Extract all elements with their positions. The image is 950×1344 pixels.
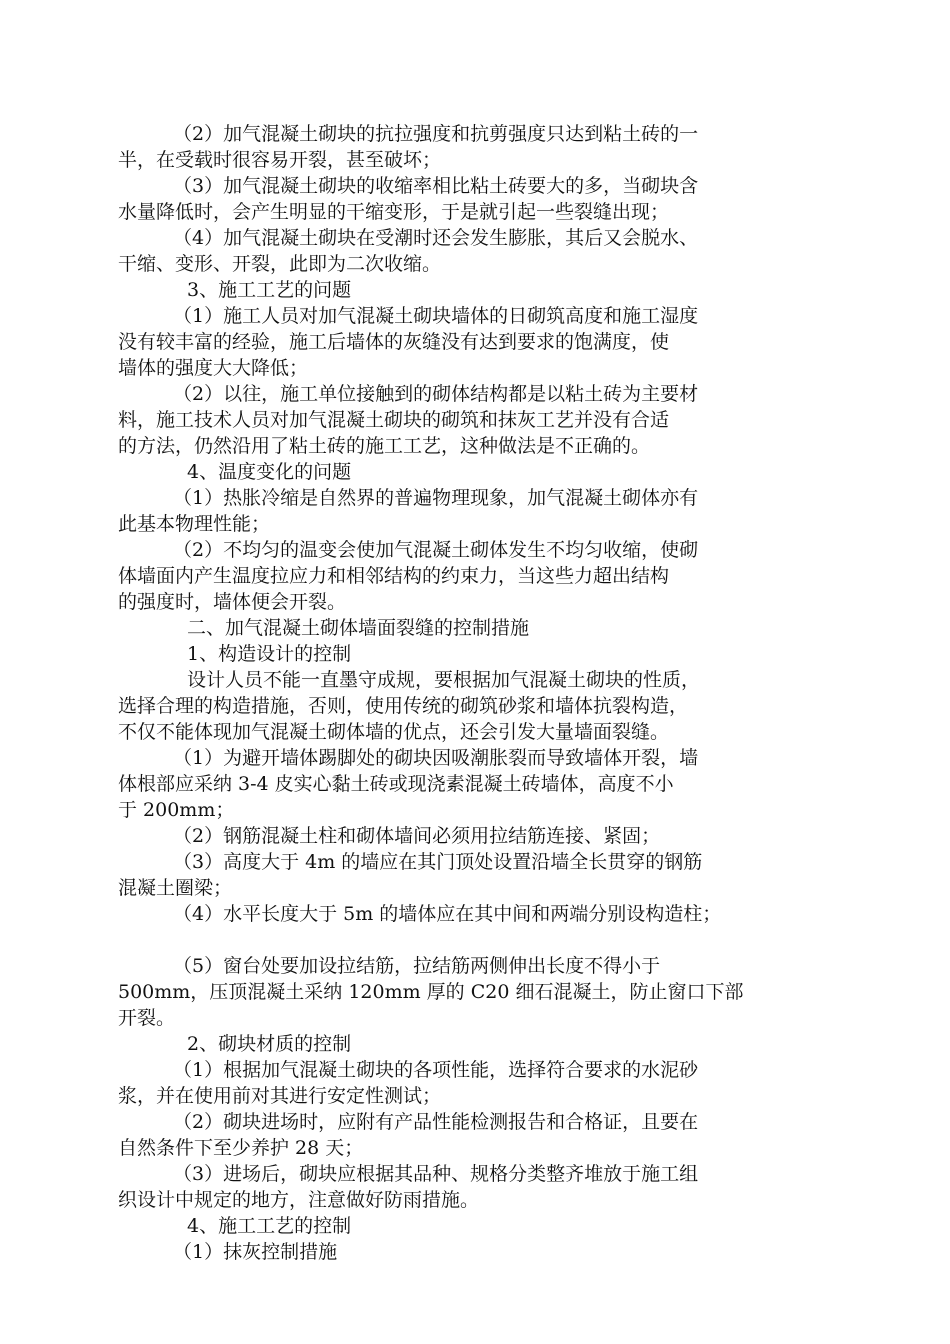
paragraph-line: （1）根据加气混凝土砌块的各项性能，选择符合要求的水泥砂 xyxy=(173,1059,699,1081)
paragraph-line: 半，在受载时很容易开裂，甚至破坏； xyxy=(118,149,442,171)
paragraph-line: 500mm，压顶混凝土采纳 120mm 厚的 C20 细石混凝土，防止窗口下部 xyxy=(118,981,744,1003)
paragraph-line: （5）窗台处要加设拉结筋，拉结筋两侧伸出长度不得小于 xyxy=(173,955,661,977)
paragraph-line: 不仅不能体现加气混凝土砌体墙的优点，还会引发大量墙面裂缝。 xyxy=(118,721,670,743)
paragraph-line: （2）加气混凝土砌块的抗拉强度和抗剪强度只达到粘土砖的一 xyxy=(173,123,699,145)
paragraph-line: 墙体的强度大大降低； xyxy=(118,357,309,379)
paragraph-line: 干缩、变形、开裂，此即为二次收缩。 xyxy=(118,253,442,275)
chapter-heading: 二、加气混凝土砌体墙面裂缝的控制措施 xyxy=(187,617,530,639)
paragraph-line: （1）热胀冷缩是自然界的普遍物理现象，加气混凝土砌体亦有 xyxy=(173,487,699,509)
paragraph-line: 织设计中规定的地方，注意做好防雨措施。 xyxy=(118,1189,480,1211)
paragraph-line: （4）水平长度大于 5m 的墙体应在其中间和两端分别设构造柱； xyxy=(173,903,722,925)
paragraph-line: 料，施工技术人员对加气混凝土砌块的砌筑和抹灰工艺并没有合适 xyxy=(118,409,670,431)
section-heading: 3、施工工艺的问题 xyxy=(187,279,352,301)
paragraph-line: （2）砌块进场时，应附有产品性能检测报告和合格证，且要在 xyxy=(173,1111,699,1133)
paragraph-line: 于 200mm； xyxy=(118,799,235,821)
paragraph-line: 的方法，仍然沿用了粘土砖的施工工艺，这种做法是不正确的。 xyxy=(118,435,651,457)
paragraph-line: （3）加气混凝土砌块的收缩率相比粘土砖要大的多，当砌块含 xyxy=(173,175,699,197)
paragraph-line: 设计人员不能一直墨守成规，要根据加气混凝土砌块的性质， xyxy=(187,669,701,691)
paragraph-line: 体墙面内产生温度拉应力和相邻结构的约束力，当这些力超出结构 xyxy=(118,565,670,587)
paragraph-line: 水量降低时，会产生明显的干缩变形，于是就引起一些裂缝出现； xyxy=(118,201,670,223)
paragraph-line: 浆，并在使用前对其进行安定性测试； xyxy=(118,1085,442,1107)
paragraph-line: （3）高度大于 4m 的墙应在其门顶处设置沿墙全长贯穿的钢筋 xyxy=(173,851,703,873)
paragraph-line: 此基本物理性能； xyxy=(118,513,271,535)
paragraph-line: （3）进场后，砌块应根据其品种、规格分类整齐堆放于施工组 xyxy=(173,1163,699,1185)
paragraph-line: 选择合理的构造措施，否则，使用传统的砌筑砂浆和墙体抗裂构造， xyxy=(118,695,689,717)
paragraph-line: （1）抹灰控制措施 xyxy=(173,1241,338,1263)
paragraph-line: （4）加气混凝土砌块在受潮时还会发生膨胀，其后又会脱水、 xyxy=(173,227,699,249)
blank-line xyxy=(118,927,818,953)
paragraph-line: （2）不均匀的温变会使加气混凝土砌体发生不均匀收缩，使砌 xyxy=(173,539,699,561)
section-heading: 2、砌块材质的控制 xyxy=(187,1033,352,1055)
paragraph-line: 没有较丰富的经验，施工后墙体的灰缝没有达到要求的饱满度，使 xyxy=(118,331,670,353)
paragraph-line: （1）为避开墙体踢脚处的砌块因吸潮胀裂而导致墙体开裂，墙 xyxy=(173,747,699,769)
paragraph-line: 的强度时，墙体便会开裂。 xyxy=(118,591,347,613)
paragraph-line: 混凝土圈梁； xyxy=(118,877,233,899)
paragraph-line: 自然条件下至少养护 28 天； xyxy=(118,1137,364,1159)
paragraph-line: （2）以往，施工单位接触到的砌体结构都是以粘土砖为主要材 xyxy=(173,383,699,405)
paragraph-line: （2）钢筋混凝土柱和砌体墙间必须用拉结筋连接、紧固； xyxy=(173,825,661,847)
paragraph-line: 开裂。 xyxy=(118,1007,176,1029)
paragraph-line: 体根部应采纳 3-4 皮实心黏土砖或现浇素混凝土砖墙体，高度不小 xyxy=(118,773,674,795)
section-heading: 4、温度变化的问题 xyxy=(187,461,352,483)
section-heading: 4、施工工艺的控制 xyxy=(187,1215,352,1237)
section-heading: 1、构造设计的控制 xyxy=(187,643,352,665)
paragraph-line: （1）施工人员对加气混凝土砌块墙体的日砌筑高度和施工湿度 xyxy=(173,305,699,327)
document-body xyxy=(118,121,818,1265)
